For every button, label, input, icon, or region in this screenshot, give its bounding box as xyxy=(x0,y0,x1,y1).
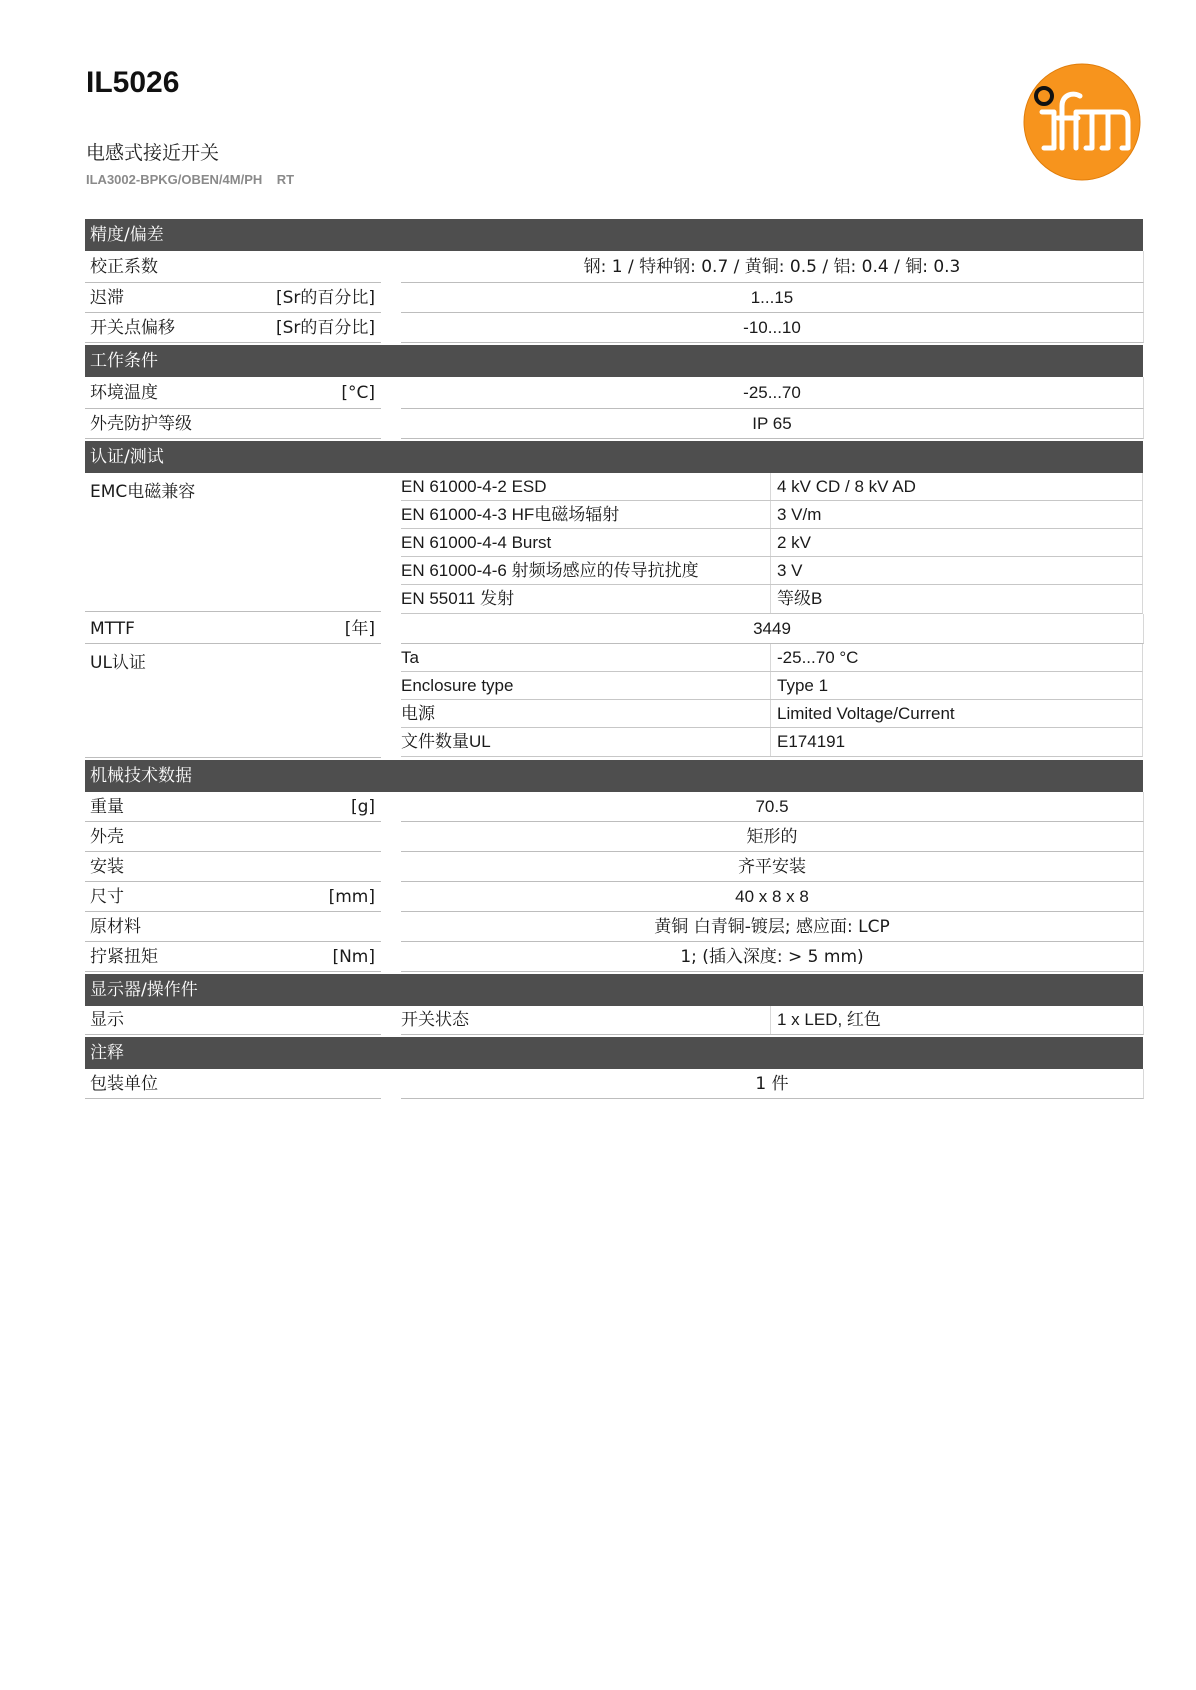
row-value: 钢: 1 / 特种钢: 0.7 / 黄铜: 0.5 / 铝: 0.4 / 铜: 0.3 xyxy=(401,251,1144,283)
row-label: 校正系数 xyxy=(90,257,158,277)
row-value: 3449 xyxy=(401,614,1144,644)
emc-group xyxy=(85,473,1143,614)
test-name: EN 55011 发射 xyxy=(401,585,771,613)
test-result: 等级B xyxy=(777,589,823,608)
table-row xyxy=(401,672,1143,700)
row-label: 原材料 xyxy=(90,917,141,937)
ul-subtable xyxy=(401,644,1143,758)
section-conditions-header: 工作条件 xyxy=(85,345,1143,377)
table-row xyxy=(85,283,1143,313)
row-label: 环境温度 xyxy=(90,383,158,403)
table-row xyxy=(401,644,1143,672)
ul-value: Type 1 xyxy=(777,676,829,695)
ul-key: Ta xyxy=(401,644,771,671)
test-result: 2 kV xyxy=(777,533,812,552)
product-title: IL5026 xyxy=(86,66,180,99)
row-value: 齐平安装 xyxy=(401,852,1144,882)
row-label: 迟滞 xyxy=(90,288,124,308)
table-row xyxy=(85,942,1143,972)
row-label: 包装单位 xyxy=(90,1074,158,1094)
row-label: MTTF xyxy=(90,619,135,639)
row-label: UL认证 xyxy=(90,653,146,673)
row-label: 显示 xyxy=(90,1010,124,1030)
row-label: 尺寸 xyxy=(90,887,124,907)
table-row xyxy=(85,1006,1143,1035)
row-value: 黄铜 白青铜-镀层; 感应面: LCP xyxy=(401,912,1144,942)
test-result: 3 V xyxy=(777,561,803,580)
row-value: IP 65 xyxy=(401,409,1144,439)
row-value: 70.5 xyxy=(401,792,1144,822)
ul-key: 电源 xyxy=(401,700,771,727)
table-row xyxy=(401,728,1143,757)
row-value: -25...70 xyxy=(401,377,1144,409)
table-row xyxy=(85,251,1143,283)
table-row xyxy=(401,585,1143,614)
table-row xyxy=(85,313,1143,343)
table-row xyxy=(85,614,1143,644)
row-value: -10...10 xyxy=(401,313,1144,343)
row-value: 40 x 8 x 8 xyxy=(401,882,1144,912)
row-label: 安装 xyxy=(90,857,124,877)
row-value: 矩形的 xyxy=(401,822,1144,852)
table-row xyxy=(85,852,1143,882)
row-value xyxy=(401,1006,1144,1035)
row-unit: [Nm] xyxy=(332,947,375,967)
ul-value: -25...70 °C xyxy=(777,648,859,667)
table-row xyxy=(401,529,1143,557)
table-row xyxy=(85,882,1143,912)
emc-subtable xyxy=(401,473,1143,614)
row-value: 1; (插入深度: > 5 mm) xyxy=(401,942,1144,972)
row-label: 外壳 xyxy=(90,827,124,847)
table-row xyxy=(401,473,1143,501)
article-code: ILA3002-BPKG/OBEN/4M/PH RT xyxy=(86,172,295,187)
test-result: 4 kV CD / 8 kV AD xyxy=(777,477,916,496)
test-name: EN 61000-4-4 Burst xyxy=(401,529,771,556)
row-unit: [年] xyxy=(344,619,375,639)
row-label: 拧紧扭矩 xyxy=(90,947,158,967)
row-unit: [Sr的百分比] xyxy=(275,318,375,338)
ul-value: Limited Voltage/Current xyxy=(777,704,955,723)
row-value: 1...15 xyxy=(401,283,1144,313)
spec-table xyxy=(85,219,1143,1099)
ul-key: Enclosure type xyxy=(401,672,771,699)
row-label: 开关点偏移 xyxy=(90,318,175,338)
row-label: 重量 xyxy=(90,797,124,817)
table-row xyxy=(401,700,1143,728)
table-row xyxy=(85,1069,1143,1099)
table-row xyxy=(85,912,1143,942)
section-mechanical-header: 机械技术数据 xyxy=(85,760,1143,792)
table-row xyxy=(401,501,1143,529)
table-row xyxy=(85,792,1143,822)
row-label: EMC电磁兼容 xyxy=(90,482,196,502)
display-value: 1 x LED, 红色 xyxy=(777,1010,881,1029)
test-name: EN 61000-4-2 ESD xyxy=(401,473,771,500)
section-remarks-header: 注释 xyxy=(85,1037,1143,1069)
row-value: 1 件 xyxy=(401,1069,1144,1099)
test-result: 3 V/m xyxy=(777,505,822,524)
ul-key: 文件数量UL xyxy=(401,728,771,756)
product-subtitle: 电感式接近开关 xyxy=(86,142,220,164)
table-row xyxy=(85,822,1143,852)
section-accuracy-header: 精度/偏差 xyxy=(85,219,1143,251)
ifm-logo xyxy=(1022,62,1142,182)
table-row xyxy=(85,409,1143,439)
table-row xyxy=(401,557,1143,585)
test-name: EN 61000-4-6 射频场感应的传导抗扰度 xyxy=(401,557,771,584)
row-unit: [g] xyxy=(350,797,375,817)
table-row xyxy=(85,377,1143,409)
test-name: EN 61000-4-3 HF电磁场辐射 xyxy=(401,501,771,528)
document-header xyxy=(0,0,1196,215)
row-label: 外壳防护等级 xyxy=(90,414,192,434)
row-unit: [mm] xyxy=(328,887,375,907)
row-unit: [°C] xyxy=(341,383,375,403)
section-approvals-header: 认证/测试 xyxy=(85,441,1143,473)
ul-value: E174191 xyxy=(777,732,846,751)
ul-group xyxy=(85,644,1143,758)
display-key: 开关状态 xyxy=(401,1006,771,1034)
row-unit: [Sr的百分比] xyxy=(275,288,375,308)
section-display-header: 显示器/操作件 xyxy=(85,974,1143,1006)
